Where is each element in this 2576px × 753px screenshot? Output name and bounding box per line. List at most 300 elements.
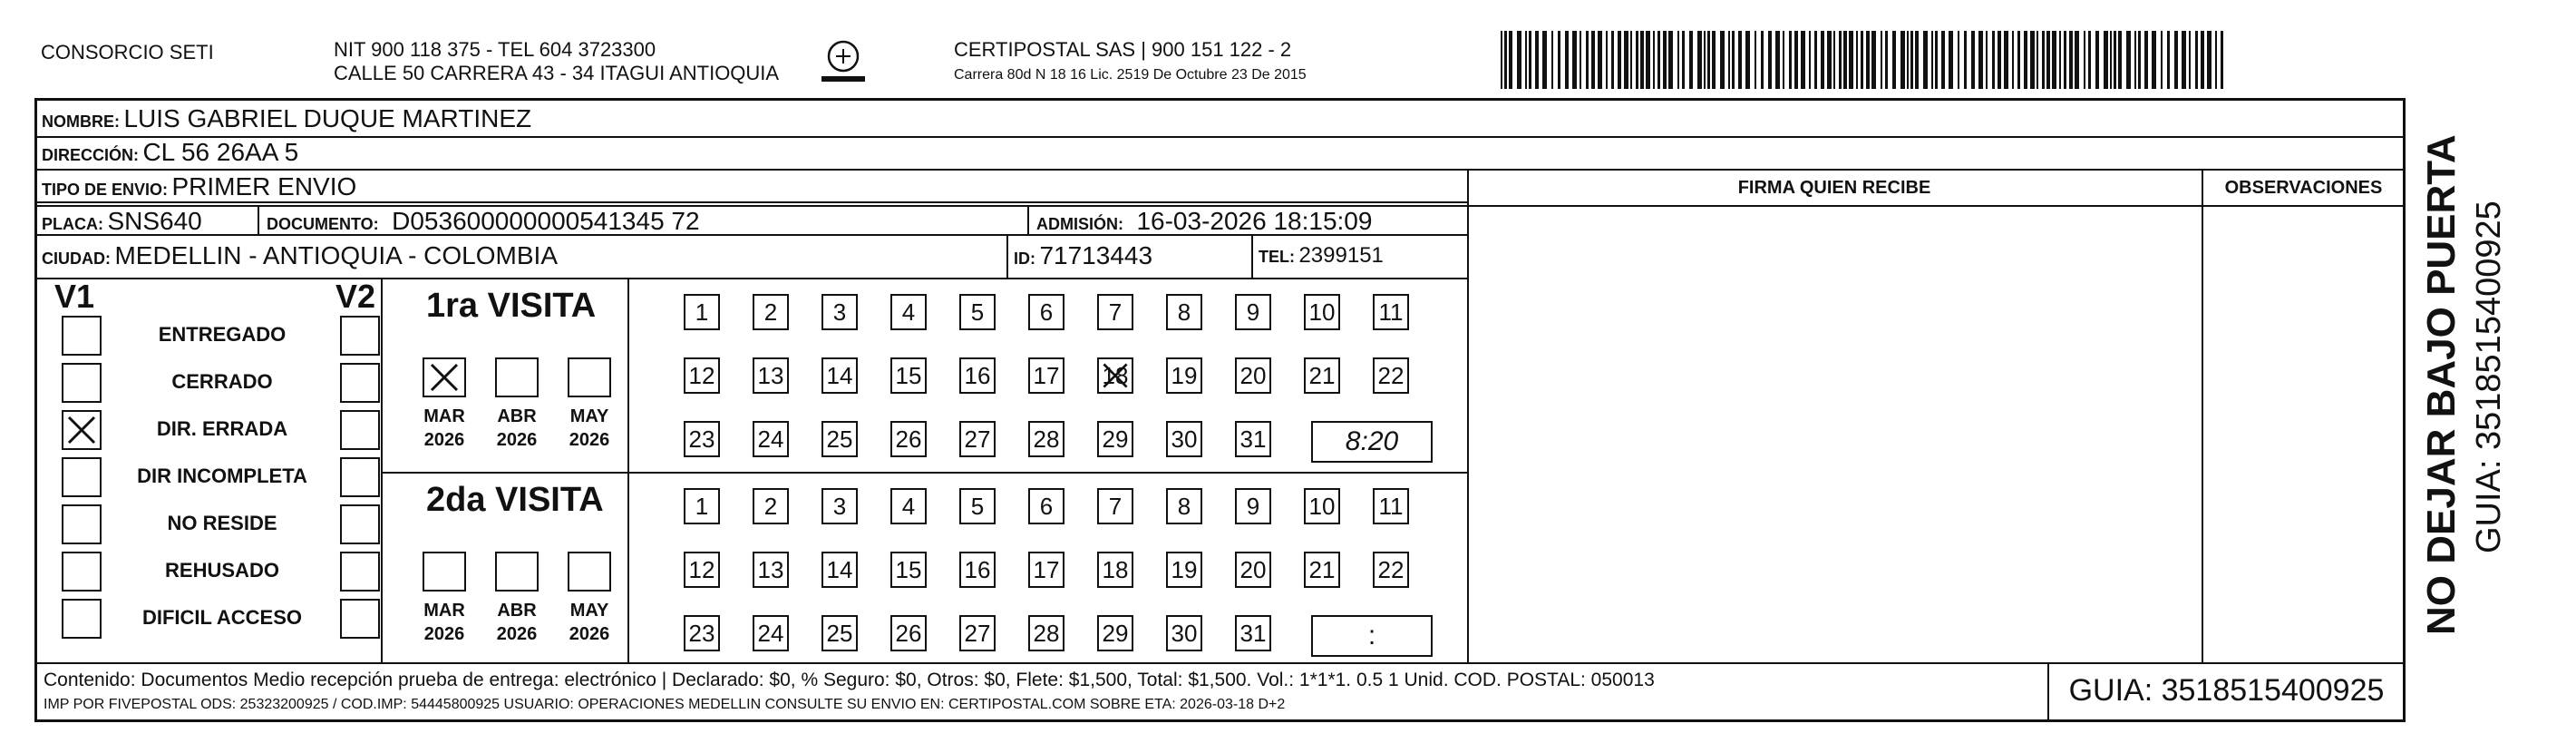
barcode-bar <box>1653 31 1655 89</box>
barcode-bar <box>1611 31 1614 89</box>
barcode-bar <box>1861 31 1863 89</box>
day-number: 2 <box>763 493 778 520</box>
day-number: 20 <box>1239 556 1267 583</box>
month-name: MAR <box>423 601 465 621</box>
day-box[interactable] <box>1304 294 1340 330</box>
firma-header: FIRMA QUIEN RECIBE <box>1737 178 1931 198</box>
day-box[interactable] <box>1028 294 1064 330</box>
month-year: 2026 <box>496 430 538 450</box>
v1-checkbox[interactable] <box>62 457 102 497</box>
day-box[interactable] <box>753 357 789 394</box>
admision-label: ADMISIÓN: <box>1036 215 1123 233</box>
day-box[interactable] <box>821 615 858 651</box>
day-box[interactable] <box>959 552 996 588</box>
day-box[interactable] <box>1028 615 1064 651</box>
day-box[interactable] <box>1097 421 1133 457</box>
time-box[interactable] <box>1311 421 1433 463</box>
barcode-bar <box>2104 31 2108 89</box>
status-label: CERRADO <box>171 370 273 393</box>
day-number: 5 <box>970 298 985 326</box>
day-box[interactable] <box>1166 357 1202 394</box>
v1-checkbox[interactable] <box>62 504 102 544</box>
day-box[interactable] <box>1028 421 1064 457</box>
month-name: MAY <box>569 601 609 621</box>
day-number: 1 <box>695 493 709 520</box>
day-number: 22 <box>1377 556 1405 583</box>
ciudad-label: CIUDAD: <box>42 249 111 268</box>
status-label: DIR INCOMPLETA <box>137 465 307 487</box>
day-number: 31 <box>1239 425 1267 453</box>
side-warning: NO DEJAR BAJO PUERTA <box>2419 134 2464 635</box>
barcode-bar <box>2042 31 2045 89</box>
day-number: 2 <box>763 298 778 326</box>
day-box[interactable] <box>1304 357 1340 394</box>
barcode-bar <box>2052 31 2056 89</box>
day-box[interactable] <box>684 294 720 330</box>
day-number: 4 <box>901 493 916 520</box>
tel-field <box>1259 241 1384 273</box>
barcode-bar <box>1931 31 1933 89</box>
day-number: 29 <box>1102 620 1129 647</box>
barcode-bar <box>1794 31 1798 89</box>
visit-title: 2da VISITA <box>426 481 604 519</box>
visit-title: 1ra VISITA <box>426 287 597 325</box>
month-name: MAR <box>423 406 465 426</box>
day-box[interactable] <box>753 615 789 651</box>
day-number: 19 <box>1171 556 1198 583</box>
month-label <box>560 405 618 452</box>
barcode-bar <box>1745 31 1750 89</box>
placa-label: PLACA: <box>42 215 103 233</box>
day-number: 21 <box>1308 362 1336 389</box>
v2-checkbox[interactable] <box>340 457 380 497</box>
barcode-bar <box>1866 31 1870 89</box>
day-box[interactable] <box>684 421 720 457</box>
day-number: 12 <box>688 556 715 583</box>
barcode-bar <box>1738 31 1742 89</box>
barcode-bar <box>1907 31 1909 89</box>
day-box[interactable] <box>1028 357 1064 394</box>
observaciones-header: OBSERVACIONES <box>2224 178 2383 198</box>
barcode-bar <box>1833 31 1835 89</box>
barcode-bar <box>2059 31 2061 89</box>
day-number: 13 <box>757 556 784 583</box>
barcode-bar <box>2069 31 2073 89</box>
footer-contenido: Contenido: Documentos Medio recepción prueba de entrega: electrónico | Declarado: $0, % Seguro: $0, Otros: $0, Flete: $1,500, Total: $1,500. Vol.: 1*1*1. 0.5 1 Unid. COD. POSTAL: 050013 <box>44 670 1655 690</box>
v1-checkbox[interactable] <box>62 552 102 592</box>
barcode-bar <box>1910 31 1913 89</box>
day-box[interactable] <box>821 488 858 524</box>
day-box[interactable] <box>1097 552 1133 588</box>
barcode-bar <box>1682 31 1685 89</box>
day-box[interactable] <box>753 488 789 524</box>
day-box[interactable] <box>821 294 858 330</box>
company-name: CONSORCIO SETI <box>41 41 214 64</box>
day-box[interactable] <box>1166 552 1202 588</box>
day-box[interactable] <box>821 421 858 457</box>
v2-checkbox[interactable] <box>340 599 380 639</box>
barcode-bar <box>1529 31 1531 89</box>
day-box[interactable] <box>959 294 996 330</box>
day-number: 24 <box>757 620 784 647</box>
month-year: 2026 <box>496 624 538 644</box>
day-number: 21 <box>1308 556 1336 583</box>
month-label <box>488 599 546 646</box>
barcode-bar <box>1892 31 1896 89</box>
day-box[interactable] <box>890 615 927 651</box>
day-number: 17 <box>1033 556 1060 583</box>
barcode-bar <box>1814 31 1817 89</box>
barcode-bar <box>1941 31 1945 89</box>
status-label: REHUSADO <box>165 559 279 582</box>
month-year: 2026 <box>569 624 610 644</box>
barcode-bar <box>1856 31 1858 89</box>
footer-imp: IMP POR FIVEPOSTAL ODS: 25323200925 / COD.IMP: 54445800925 USUARIO: OPERACIONES MEDELLIN CONSULTE SU ENVIO EN: CERTIPOSTAL.COM SOBRE ETA: 2026-03-18 D+2 <box>44 697 1286 712</box>
day-number: 10 <box>1308 493 1336 520</box>
day-number: 9 <box>1246 493 1260 520</box>
day-box[interactable] <box>821 552 858 588</box>
day-box[interactable] <box>684 357 720 394</box>
barcode-bar <box>1677 31 1679 89</box>
month-year: 2026 <box>423 430 465 450</box>
day-box[interactable] <box>1235 615 1271 651</box>
barcode-bar <box>2075 31 2079 89</box>
day-box[interactable] <box>684 552 720 588</box>
day-number: 30 <box>1171 425 1198 453</box>
certipostal-line: CERTIPOSTAL SAS | 900 151 122 - 2 <box>954 38 1292 61</box>
day-box[interactable] <box>753 294 789 330</box>
v2-checkbox[interactable] <box>340 363 380 403</box>
day-box[interactable] <box>1166 421 1202 457</box>
barcode-bar <box>1978 31 1983 89</box>
day-box[interactable] <box>1097 357 1133 394</box>
day-box[interactable] <box>1235 357 1271 394</box>
day-number: 22 <box>1377 362 1405 389</box>
barcode-bar <box>2004 31 2008 89</box>
status-label: ENTREGADO <box>158 323 287 346</box>
day-box[interactable] <box>1235 421 1271 457</box>
day-box[interactable] <box>959 357 996 394</box>
barcode-bar <box>1504 31 1507 89</box>
day-number: 29 <box>1102 425 1129 453</box>
placa-field <box>42 207 202 240</box>
day-number: 8 <box>1177 493 1191 520</box>
day-number: 11 <box>1378 298 1404 326</box>
v2-checkbox[interactable] <box>340 504 380 544</box>
barcode-bar <box>1775 31 1780 89</box>
barcode-bar <box>1761 31 1764 89</box>
barcode-bar <box>2084 31 2085 89</box>
day-number: 3 <box>832 298 847 326</box>
barcode-bar <box>1630 31 1632 89</box>
month-year: 2026 <box>569 430 610 450</box>
barcode-bar <box>1871 31 1876 89</box>
status-label: DIR. ERRADA <box>156 417 288 440</box>
barcode-bar <box>1732 31 1735 89</box>
day-number: 6 <box>1039 298 1054 326</box>
barcode-bar <box>2095 31 2099 89</box>
barcode-bar <box>2174 31 2178 89</box>
day-box[interactable] <box>890 357 927 394</box>
month-label <box>488 405 546 452</box>
barcode <box>1501 27 2226 93</box>
barcode-bar <box>2195 31 2198 89</box>
day-box[interactable] <box>1304 552 1340 588</box>
nombre-field <box>42 104 531 138</box>
v2-label: V2 <box>335 278 376 315</box>
barcode-bar <box>1801 31 1805 89</box>
day-box[interactable] <box>1097 488 1133 524</box>
day-box[interactable] <box>1373 357 1409 394</box>
day-number: 7 <box>1108 298 1123 326</box>
barcode-bar <box>1668 31 1673 89</box>
time-value: : <box>1367 621 1376 650</box>
status-label: DIFICIL ACCESO <box>141 606 302 629</box>
v2-checkbox[interactable] <box>340 410 380 450</box>
v1-checkbox[interactable] <box>62 410 102 450</box>
barcode-bar <box>1606 31 1608 89</box>
barcode-bar <box>1525 31 1527 89</box>
day-number: 31 <box>1239 620 1267 647</box>
nombre-value: LUIS GABRIEL DUQUE MARTINEZ <box>123 104 532 132</box>
barcode-bar <box>1591 31 1595 89</box>
barcode-bar <box>1697 31 1702 89</box>
day-number: 27 <box>964 425 991 453</box>
day-box[interactable] <box>1235 294 1271 330</box>
barcode-bar <box>2064 31 2066 89</box>
tipo-envio-label: TIPO DE ENVIO: <box>42 181 169 199</box>
day-box[interactable] <box>753 421 789 457</box>
barcode-bar <box>2030 31 2035 89</box>
barcode-bar <box>2118 31 2122 89</box>
day-number: 30 <box>1171 620 1198 647</box>
month-name: MAY <box>569 406 609 426</box>
documento-field <box>267 207 700 240</box>
day-number: 15 <box>895 556 922 583</box>
barcode-bar <box>1885 31 1888 89</box>
tipo-envio-field <box>42 172 356 206</box>
barcode-bar <box>1768 31 1772 89</box>
v2-checkbox[interactable] <box>340 552 380 592</box>
day-box[interactable] <box>1166 294 1202 330</box>
barcode-bar <box>1598 31 1602 89</box>
documento-value: D053600000000541345 72 <box>392 207 700 235</box>
barcode-bar <box>1849 31 1853 89</box>
barcode-bar <box>1542 31 1547 89</box>
day-number: 16 <box>964 556 991 583</box>
day-number: 15 <box>895 362 922 389</box>
v1-checkbox[interactable] <box>62 316 102 356</box>
barcode-bar <box>1964 31 1967 89</box>
day-number: 26 <box>895 620 922 647</box>
admision-value: 16-03-2026 18:15:09 <box>1136 207 1373 235</box>
day-box[interactable] <box>890 294 927 330</box>
barcode-bar <box>1646 31 1650 89</box>
nombre-label: NOMBRE: <box>42 112 120 131</box>
barcode-bar <box>2221 31 2223 89</box>
day-box[interactable] <box>959 488 996 524</box>
barcode-bar <box>1624 31 1628 89</box>
barcode-bar <box>1657 31 1660 89</box>
day-number: 25 <box>826 620 853 647</box>
tel-label: TEL: <box>1259 248 1295 266</box>
month-checkbox[interactable] <box>423 357 466 397</box>
day-number: 9 <box>1246 298 1260 326</box>
v1-label: V1 <box>54 278 95 315</box>
barcode-bar <box>1558 31 1560 89</box>
day-number: 24 <box>757 425 784 453</box>
barcode-bar <box>1986 31 1988 89</box>
barcode-bar <box>1501 31 1502 89</box>
placa-value: SNS640 <box>107 207 202 235</box>
barcode-bar <box>2046 31 2050 89</box>
time-box[interactable] <box>1311 615 1433 657</box>
nit-line: NIT 900 118 375 - TEL 604 3723300 <box>334 38 656 61</box>
day-number: 26 <box>895 425 922 453</box>
barcode-bar <box>2207 31 2211 89</box>
day-box[interactable] <box>1097 615 1133 651</box>
barcode-bar <box>1618 31 1621 89</box>
status-label: NO RESIDE <box>167 512 277 534</box>
day-number: 12 <box>688 362 715 389</box>
barcode-bar <box>1923 31 1928 89</box>
direccion-field <box>42 138 298 171</box>
month-checkbox[interactable] <box>495 552 539 592</box>
month-checkbox[interactable] <box>568 552 611 592</box>
day-number: 17 <box>1033 362 1060 389</box>
day-number: 20 <box>1239 362 1267 389</box>
month-name: ABR <box>497 601 537 621</box>
barcode-bar <box>1755 31 1756 89</box>
barcode-bar <box>2012 31 2014 89</box>
day-box[interactable] <box>1304 488 1340 524</box>
day-box[interactable] <box>890 421 927 457</box>
day-number: 23 <box>688 620 715 647</box>
direccion-value: CL 56 26AA 5 <box>142 138 299 166</box>
barcode-bar <box>1720 31 1725 89</box>
barcode-bar <box>1689 31 1693 89</box>
month-label <box>560 599 618 646</box>
barcode-bar <box>1881 31 1882 89</box>
day-box[interactable] <box>684 488 720 524</box>
day-number: 5 <box>970 493 985 520</box>
day-number: 19 <box>1171 362 1198 389</box>
barcode-bar <box>1712 31 1716 89</box>
id-field <box>1014 241 1152 275</box>
barcode-bar <box>1707 31 1710 89</box>
day-box[interactable] <box>959 421 996 457</box>
day-number: 8 <box>1177 298 1191 326</box>
barcode-bar <box>1783 31 1784 89</box>
day-number: 1 <box>695 298 709 326</box>
barcode-bar <box>2182 31 2186 89</box>
tel-value: 2399151 <box>1298 243 1384 268</box>
barcode-bar <box>1809 31 1811 89</box>
day-box[interactable] <box>1028 488 1064 524</box>
day-number: 23 <box>688 425 715 453</box>
month-checkbox[interactable] <box>568 357 611 397</box>
direccion-label: DIRECCIÓN: <box>42 146 139 164</box>
day-number: 7 <box>1108 493 1123 520</box>
barcode-bar <box>1509 31 1512 89</box>
side-guia: GUIA: 3518515400925 <box>2470 200 2508 553</box>
day-box[interactable] <box>959 615 996 651</box>
v1-checkbox[interactable] <box>62 599 102 639</box>
day-number: 18 <box>1102 362 1129 389</box>
day-box[interactable] <box>1373 294 1409 330</box>
day-box[interactable] <box>821 357 858 394</box>
day-box[interactable] <box>1373 488 1409 524</box>
day-box[interactable] <box>753 552 789 588</box>
day-number: 25 <box>826 425 853 453</box>
barcode-bar <box>2017 31 2020 89</box>
barcode-bar <box>1958 31 1959 89</box>
day-number: 6 <box>1039 493 1054 520</box>
day-number: 28 <box>1033 425 1060 453</box>
barcode-bar <box>1998 31 2001 89</box>
barcode-bar <box>2036 31 2038 89</box>
day-number: 16 <box>964 362 991 389</box>
barcode-bar <box>2201 31 2204 89</box>
day-number: 10 <box>1308 298 1336 326</box>
license-line: Carrera 80d N 18 16 Lic. 2519 De Octubre 23 De 2015 <box>954 67 1307 83</box>
day-number: 11 <box>1378 493 1404 520</box>
day-box[interactable] <box>1373 552 1409 588</box>
day-box[interactable] <box>1166 488 1202 524</box>
day-box[interactable] <box>1028 552 1064 588</box>
month-checkbox[interactable] <box>495 357 539 397</box>
barcode-bar <box>2144 31 2148 89</box>
barcode-bar <box>2215 31 2217 89</box>
day-box[interactable] <box>1235 488 1271 524</box>
day-box[interactable] <box>1097 294 1133 330</box>
barcode-bar <box>1704 31 1706 89</box>
day-number: 3 <box>832 493 847 520</box>
day-number: 14 <box>826 362 853 389</box>
v1-checkbox[interactable] <box>62 363 102 403</box>
footer-guia: GUIA: 3518515400925 <box>2068 673 2385 708</box>
barcode-bar <box>1580 31 1581 89</box>
address-line: CALLE 50 CARRERA 43 - 34 ITAGUI ANTIOQUIA <box>334 62 780 84</box>
ciudad-value: MEDELLIN - ANTIOQUIA - COLOMBIA <box>114 241 558 269</box>
barcode-bar <box>1586 31 1589 89</box>
id-label: ID: <box>1014 249 1035 268</box>
day-number: 18 <box>1102 556 1129 583</box>
barcode-bar <box>1640 31 1644 89</box>
barcode-bar <box>1971 31 1975 89</box>
day-box[interactable] <box>890 488 927 524</box>
day-number: 13 <box>757 362 784 389</box>
barcode-bar <box>2161 31 2163 89</box>
id-value: 71713443 <box>1039 241 1153 269</box>
barcode-bar <box>2088 31 2091 89</box>
day-number: 4 <box>901 298 916 326</box>
day-box[interactable] <box>890 552 927 588</box>
day-box[interactable] <box>684 615 720 651</box>
month-checkbox[interactable] <box>423 552 466 592</box>
barcode-bar <box>2024 31 2027 89</box>
v2-checkbox[interactable] <box>340 316 380 356</box>
month-name: ABR <box>497 406 537 426</box>
day-box[interactable] <box>1166 615 1202 651</box>
barcode-bar <box>2138 31 2141 89</box>
barcode-bar <box>1636 31 1638 89</box>
barcode-bar <box>1827 31 1832 89</box>
barcode-bar <box>2114 31 2116 89</box>
barcode-bar <box>1565 31 1569 89</box>
barcode-bar <box>1900 31 1905 89</box>
day-box[interactable] <box>1235 552 1271 588</box>
